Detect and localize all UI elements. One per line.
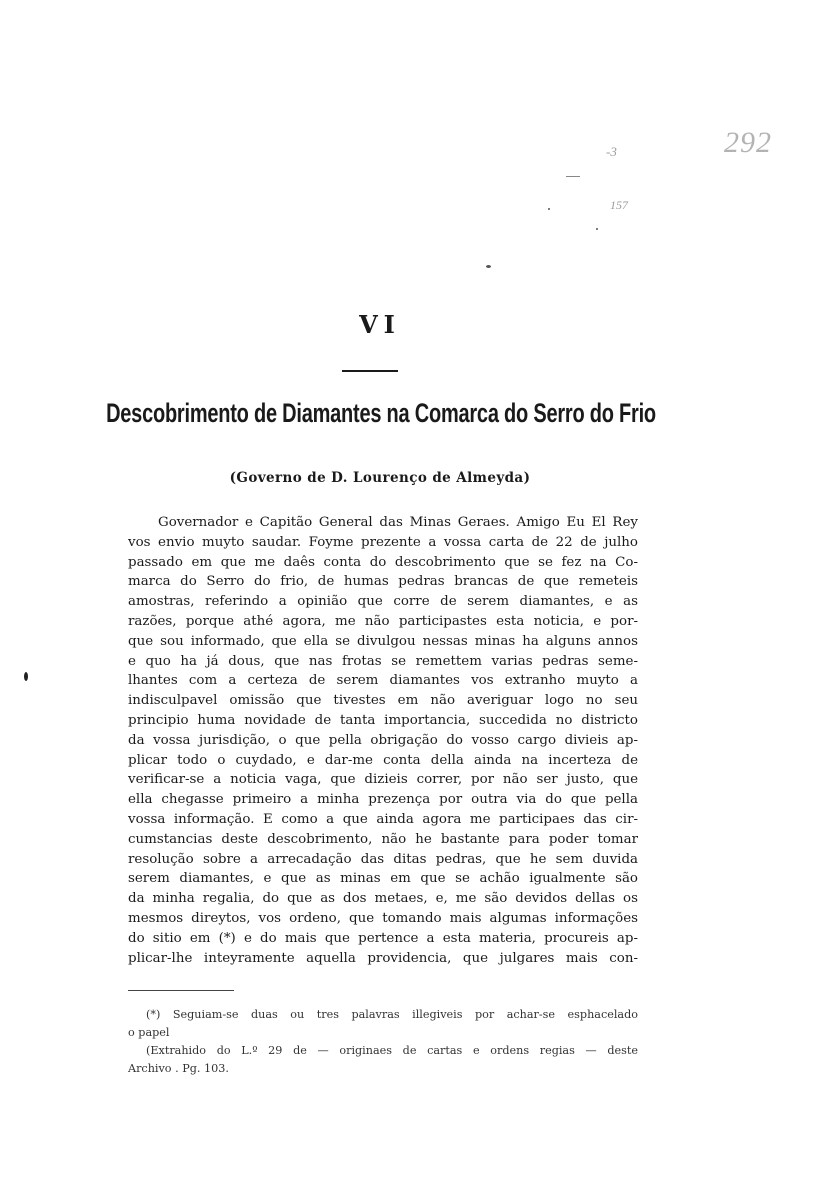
body-line: e quo ha já dous, que nas frotas se remettem varias pedras seme-	[128, 653, 638, 669]
footnotes	[128, 1006, 638, 1078]
body-line: serem diamantes, e que as minas em que se achão igualmente são	[128, 871, 638, 887]
chapter-title: Descobrimento de Diamantes na Comarca do Serro do Frio	[106, 398, 656, 428]
body-line: mesmos direytos, vos ordeno, que tomando mais algumas informações	[128, 910, 638, 926]
body-line: indisculpavel omissão que tivestes em não averiguar logo no seu	[128, 693, 638, 709]
source-line: Archivo . Pg. 103.	[128, 1062, 229, 1075]
ink-speck	[548, 208, 550, 210]
ink-speck	[486, 265, 491, 268]
ink-speck	[566, 176, 580, 177]
body-line: amostras, referindo a opinião que corre de serem diamantes, e as	[128, 594, 638, 610]
body-line: plicar-lhe inteyramente aquella providencia, que julgares mais con-	[128, 950, 638, 966]
ink-speck	[596, 228, 598, 230]
source-line: (Extrahido do L.º 29 de — originaes de cartas e ordens regias — deste	[146, 1044, 638, 1057]
ink-speck	[24, 672, 28, 681]
body-line: marca do Serro do frio, de humas pedras brancas de que remeteis	[128, 574, 638, 590]
body-line: verificar-se a noticia vaga, que dizieis correr, por não ser justo, que	[128, 772, 638, 788]
margin-note-page-number: 292	[724, 126, 772, 159]
footnote-divider	[128, 990, 234, 991]
body-line: razões, porque athé agora, me não participastes esta noticia, e por-	[128, 613, 638, 629]
chapter-number: VI	[359, 310, 401, 339]
body-line: Governador e Capitão General das Minas Geraes. Amigo Eu El Rey	[158, 515, 638, 530]
letter-body	[128, 513, 638, 968]
body-line: principio huma novidade de tanta importancia, succedida no districto	[128, 712, 638, 728]
chapter-divider	[342, 370, 398, 372]
chapter-subtitle: (Governo de D. Lourenço de Almeyda)	[229, 470, 531, 486]
margin-note-2: 157	[610, 198, 628, 212]
body-line: que sou informado, que ella se divulgou nessas minas ha alguns annos	[128, 633, 638, 649]
margin-note-1: -3	[606, 144, 617, 159]
body-line: lhantes com a certeza de serem diamantes vos extranho muyto a	[128, 673, 638, 689]
body-line: plicar todo o cuydado, e dar-me conta della ainda na incerteza de	[128, 752, 638, 768]
body-line: do sitio em (*) e do mais que pertence a esta materia, procureis ap-	[128, 930, 638, 946]
body-line: da vossa jurisdição, o que pella obrigação do vosso cargo divieis ap-	[128, 732, 638, 748]
body-line: da minha regalia, do que as dos metaes, e, me são devidos dellas os	[128, 891, 638, 907]
body-line: passado em que me daês conta do descobrimento que se fez na Co-	[128, 554, 638, 570]
footnote-line: o papel	[128, 1026, 170, 1039]
body-line: vos envio muyto saudar. Foyme prezente a vossa carta de 22 de julho	[128, 534, 638, 550]
footnote-line: (*) Seguiam-se duas ou tres palavras illegiveis por achar-se esphacelado	[146, 1008, 638, 1021]
body-line: ella chegasse primeiro a minha prezença por outra via do que pella	[128, 792, 638, 808]
body-line: resolução sobre a arrecadação das ditas pedras, que he sem duvida	[128, 851, 638, 867]
body-line: cumstancias deste descobrimento, não he bastante para poder tomar	[128, 831, 638, 847]
body-line: vossa informação. E como a que ainda agora me participaes das cir-	[128, 811, 638, 827]
